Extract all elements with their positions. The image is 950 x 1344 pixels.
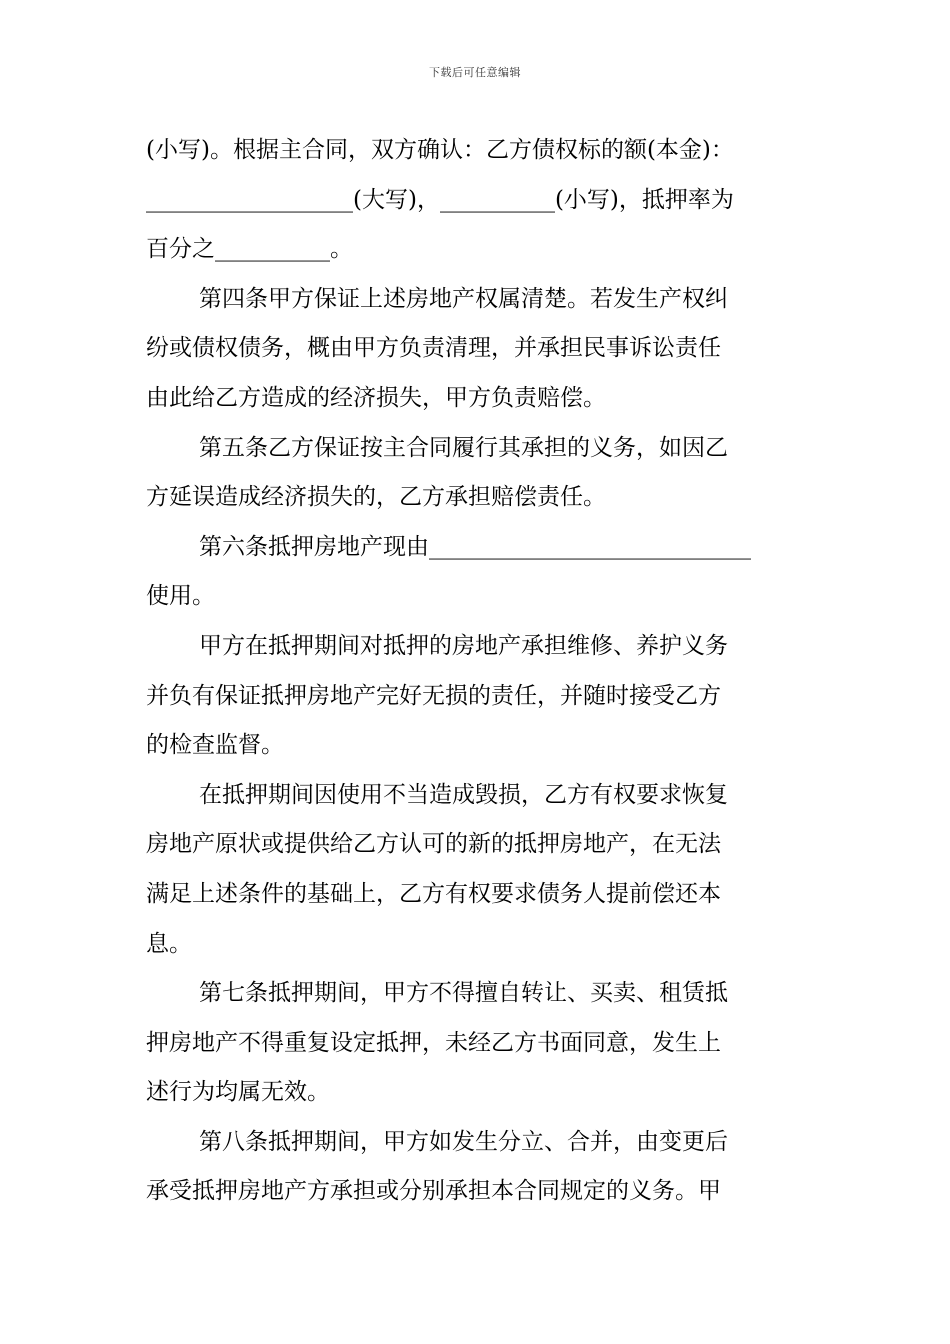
text-line: (小写)。根据主合同，双方确认：乙方债权标的额(本金)： [146, 137, 734, 163]
text-line: 第六条抵押房地产现由____________________________ [199, 533, 751, 560]
text-line: 第四条甲方保证上述房地产权属清楚。若发生产权纠 [199, 285, 728, 312]
text-line: 由此给乙方造成的经济损失，甲方负责赔偿。 [146, 384, 606, 411]
text-line: 承受抵押房地产方承担或分别承担本合同规定的义务。甲 [146, 1178, 721, 1205]
document-body [146, 126, 816, 1217]
text-line: 第五条乙方保证按主合同履行其承担的义务，如因乙 [199, 434, 728, 461]
text-line: 押房地产不得重复设定抵押，未经乙方书面同意，发生上 [146, 1029, 721, 1056]
text-line: 甲方在抵押期间对抵押的房地产承担维修、养护义务 [199, 632, 728, 659]
text-line: 方延误造成经济损失的，乙方承担赔偿责任。 [146, 484, 606, 511]
text-line: 房地产原状或提供给乙方认可的新的抵押房地产，在无法 [146, 831, 721, 858]
text-line: 第七条抵押期间，甲方不得擅自转让、买卖、租赁抵 [199, 980, 728, 1007]
text-line: 使用。 [146, 583, 215, 610]
text-line: 并负有保证抵押房地产完好无损的责任，并随时接受乙方 [146, 682, 721, 709]
text-line: 息。 [146, 930, 192, 957]
text-line: 在抵押期间因使用不当造成毁损，乙方有权要求恢复 [199, 781, 728, 808]
text-line: 满足上述条件的基础上，乙方有权要求债务人提前偿还本 [146, 880, 721, 907]
text-line: 第八条抵押期间，甲方如发生分立、合并，由变更后 [199, 1128, 728, 1155]
text-line: 纷或债权债务，概由甲方负责清理，并承担民事诉讼责任 [146, 335, 721, 362]
text-line: 的检查监督。 [146, 732, 284, 759]
text-line: 百分之__________。 [146, 236, 353, 263]
text-line: __________________(大写)，__________(小写)，抵押率为 [146, 186, 734, 213]
text-line: 述行为均属无效。 [146, 1079, 330, 1106]
page-header: 下载后可任意编辑 [429, 66, 521, 79]
